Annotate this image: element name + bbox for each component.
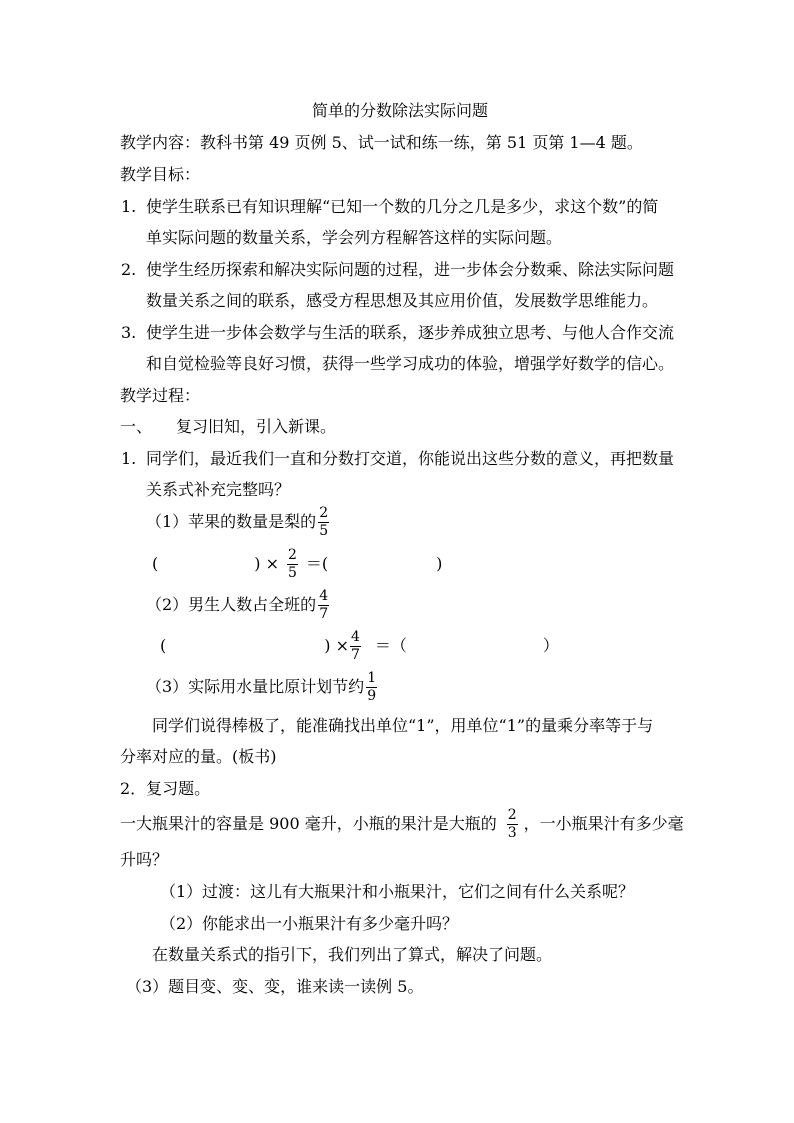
goal-text: 使学生联系已有知识理解“已知一个数的几分之几是多少，求这个数”的简 [146,197,659,216]
goal-text: 和自觉检验等良好习惯，获得一些学习成功的体验，增强学好数学的信心。 [146,354,675,373]
goal-number: 1. [121,197,137,216]
goal-number: 2. [121,260,137,279]
fraction [318,506,329,539]
fraction-numerator: 1 [367,669,377,686]
teaching-content: 教学内容：教科书第 49 页例 5、试一试和练一练，第 51 页第 1—4 题。 [120,133,643,152]
page-title: 简单的分数除法实际问题 [312,101,489,120]
fraction-denominator: 9 [367,687,377,704]
section-title: 复习旧知，引入新课。 [176,417,337,436]
blank-close: ） [542,636,559,655]
equals-open: ＝( [305,554,329,573]
item-water [146,668,379,706]
fraction-numerator: 2 [319,504,329,521]
review-text: 一大瓶果汁的容量是 900 毫升，小瓶的果汁是大瓶的 [120,814,497,833]
question-text: 同学们，最近我们一直和分数打交道，你能说出这些分数的意义，再把数量 [146,449,675,468]
equation-blank [160,625,559,667]
fraction [507,808,518,841]
fraction-denominator: 3 [507,824,517,841]
item-text: （1）苹果的数量是梨的 [146,512,317,531]
praise-text: 同学们说得棒极了，能准确找出单位“1”，用单位“1”的量乘分率等于与 [152,716,654,735]
fraction-numerator: 2 [507,806,517,823]
goal-text: 单实际问题的数量关系，学会列方程解答这样的实际问题。 [146,228,563,247]
praise-text: 分率对应的量。(板书) [120,747,277,766]
section-number: 一、 [120,417,153,436]
goal-text: 使学生进一步体会数学与生活的联系，逐步养成独立思考、与他人合作交流 [146,323,675,342]
fraction-numerator: 4 [350,628,360,645]
equation-blank [152,544,442,584]
fraction-denominator: 5 [319,522,329,539]
fraction-numerator: 4 [319,587,329,604]
sub-number: （1） [160,882,203,901]
review-text: ，一小瓶果汁有多少毫 [523,814,684,833]
item-text: （2）男生人数占全班的 [146,595,317,614]
goal-text: 使学生经历探索和解决实际问题的过程，进一步体会分数乘、除法实际问题 [146,260,675,279]
blank-close: ) [436,554,443,573]
equals-open: ＝（ [374,636,407,655]
item-students [146,586,331,624]
sub-text: （3）题目变、变、变，谁来读一读例 5。 [126,977,424,996]
fraction [287,548,298,581]
fraction-denominator: 7 [350,646,360,663]
blank-close-times: ) × [254,554,279,573]
fraction-denominator: 7 [319,605,329,622]
goal-text: 数量关系之间的联系，感受方程思想及其应用价值，发展数学思维能力。 [146,291,659,310]
question-text: 关系式补充完整吗？ [146,480,291,499]
fraction [318,589,329,622]
sub-text: 过渡：这儿有大瓶果汁和小瓶果汁，它们之间有什么关系呢？ [202,882,635,901]
item-text: （3）实际用水量比原计划节约 [146,677,365,696]
review-heading: 2．复习题。 [120,779,211,798]
fraction [366,671,377,704]
goal-number: 3. [121,323,137,342]
sub-number: （2） [160,914,203,933]
fraction-denominator: 5 [287,564,297,581]
blank-close-times: ) × [324,636,349,655]
review-text: 升吗？ [120,850,169,869]
process-heading: 教学过程： [120,386,201,405]
review-problem [120,803,684,845]
fraction-numerator: 2 [287,546,297,563]
blank-open: ( [160,636,167,655]
blank-open: ( [152,554,159,573]
question-number: 1. [121,449,137,468]
goals-heading: 教学目标： [120,165,201,184]
sub-text: 你能求出一小瓶果汁有多少毫升吗？ [202,914,459,933]
guide-text: 在数量关系式的指引下，我们列出了算式，解决了问题。 [152,945,553,964]
fraction [350,630,361,663]
item-apple [146,503,331,541]
